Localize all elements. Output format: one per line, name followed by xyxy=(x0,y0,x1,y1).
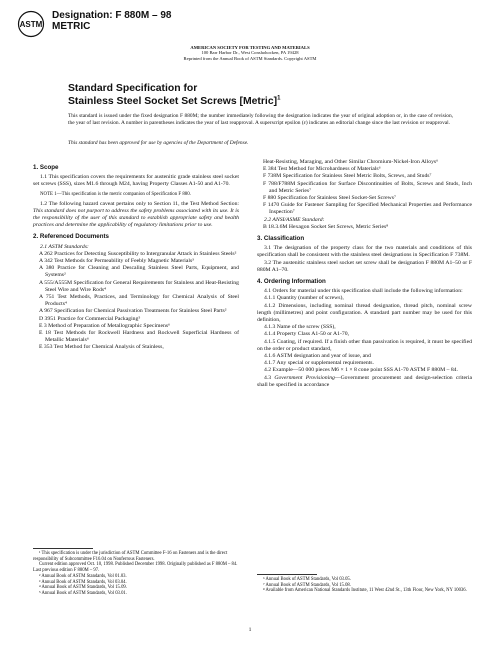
reference-item: A 967 Specification for Chemical Passivation Treatments for Stainless Steel Parts² xyxy=(39,308,227,315)
section-heading: 1. Scope xyxy=(33,164,59,171)
paragraph: 4.1.6 ASTM designation and year of issue, and xyxy=(264,353,371,360)
paragraph: 2.2 ANSI/ASME Standard: xyxy=(264,216,325,223)
org-name: AMERICAN SOCIETY FOR TESTING AND MATERIALS xyxy=(190,45,310,50)
footnote: ⁶ Annual Book of ASTM Standards, Vol 03.05. xyxy=(263,577,351,582)
footnote: ⁷ Annual Book of ASTM Standards, Vol 15.08. xyxy=(263,582,351,588)
paragraph: 4.1.2 Dimensions, including nominal thread designation, thread pitch, nominal screw length (millimetres) and point configuration. A standard part number may be used for this definition, xyxy=(257,302,472,324)
svg-text:ASTM: ASTM xyxy=(19,20,43,29)
section-heading: 2. Referenced Documents xyxy=(33,233,109,241)
paragraph xyxy=(33,201,239,230)
reference-item: A 262 Practices for Detecting Susceptibility to Intergranular Attack in Stainless Steels² xyxy=(39,250,237,257)
dod-approval-notice: This standard has been approved for use by agencies of the Department of Defense. xyxy=(68,140,249,146)
paragraph: 4.1.3 Name of the screw (SSS), xyxy=(264,324,336,331)
reference-item: E 384 Test Method for Microhardness of Materials⁶ xyxy=(263,166,381,173)
paragraph: 4.2 Example—50 000 pieces M6 × 1 × 8 cone point SSS A1-70 ASTM F 880M – 84. xyxy=(264,367,458,374)
reference-item: A 555/A555M Specification for General Requirements for Stainless and Heat-Resisting Steel Wire and Wire Rods⁴ xyxy=(39,279,239,293)
reference-item: E 353 Test Method for Chemical Analysis of Stainless, xyxy=(39,344,164,351)
left-column xyxy=(33,160,239,352)
hazard-caveat: This standard does not purport to address the safety problems associated with its use. It is the responsibility of the user of this standard to establish appropriate safety and health practices and determine the applicability of regulatory limitations prior to use. xyxy=(33,207,239,229)
paragraph: 4.1.1 Quantity (number of screws), xyxy=(264,295,344,302)
publisher-block xyxy=(0,45,500,61)
footnote: ⁵ Annual Book of ASTM Standards, Vol 03.01. xyxy=(39,590,127,596)
footnote: Current edition approved Oct. 10, 1998. Published December 1998. Originally published as F 880M – 84. Last previous edition F 880M – 97. xyxy=(33,562,238,574)
section-heading: 3. Classification xyxy=(257,235,305,243)
reference-item: F 880 Specification for Stainless Steel Socket-Set Screws⁷ xyxy=(263,195,396,202)
footnote: ² Annual Book of ASTM Standards, Vol 01.03. xyxy=(39,573,127,579)
metric-label: METRIC xyxy=(52,21,91,32)
org-address: 100 Barr Harbor Dr., West Conshohocken, PA 19428 xyxy=(201,50,299,56)
paragraph: 4.1.5 Coating, if required. If a finish other than passivation is required, it must be specified on the order or product standard, xyxy=(257,338,472,352)
reference-item: A 342 Test Methods for Permeability of Feebly Magnetic Materials³ xyxy=(39,258,194,265)
reference-item: F 788/F788M Specification for Surface Discontinuities of Bolts, Screws and Studs, Inch and Metric Series⁷ xyxy=(263,180,472,194)
document-title xyxy=(68,83,448,108)
paragraph: 1.1 This specification covers the requirements for austenitic grade stainless steel socket set screws (SSS), sizes M1.6 through M24, having Property Classes A1-50 and A1-70. xyxy=(33,174,239,188)
reference-item: F 1470 Guide for Fastener Sampling for Specified Mechanical Properties and Performance Inspection⁷ xyxy=(263,202,472,216)
reference-item: D 3951 Practice for Commercial Packaging⁵ xyxy=(39,315,141,322)
paragraph: 4.1 Orders for material under this specification shall include the following information: xyxy=(264,288,463,295)
hazard-intro: 1.2 The following hazard caveat pertains only to Section 11, the Test Method Section: xyxy=(40,200,239,207)
paragraph: 3.2 The austenitic stainless steel socket set screw shall be designation F 880M A1–50 or F 880M A1–70. xyxy=(257,259,472,273)
footnotes-right xyxy=(257,577,472,594)
footnotes-left xyxy=(33,551,239,597)
paragraph: 2.1 ASTM Standards: xyxy=(40,243,89,250)
paragraph xyxy=(257,375,472,389)
designation: Designation: F 880M – 98 xyxy=(52,10,172,21)
reference-item: B 18.3.6M Hexagon Socket Set Screws, Metric Series⁸ xyxy=(263,223,389,230)
paragraph: 4.1.4 Property Class A1-50 or A1-70, xyxy=(264,331,349,338)
footnote-rule xyxy=(257,574,317,575)
paragraph: 3.1 The designation of the property class for the two materials and conditions of this specification shall be consistent with the stainless steel designations in Specification F 738M. xyxy=(257,245,472,259)
footnote: ¹ This specification is under the jurisdiction of ASTM Committee F-16 on Fasteners and is the direct responsibility of Subcommittee F16.04 on Nonferrous Fasteners. xyxy=(33,551,228,562)
astm-logo-icon xyxy=(17,10,45,38)
para-title: Government Provisioning xyxy=(274,374,335,381)
reference-item: E 18 Test Methods for Rockwell Hardness and Rockwell Superficial Hardness of Metallic Materials⁶ xyxy=(39,330,239,344)
footnote: ⁸ Available from American National Standards Institute, 11 West 42nd St., 13th Floor, New York, NY 10036. xyxy=(263,588,467,594)
section-heading: 4. Ordering Information xyxy=(257,278,326,286)
note: NOTE 1—This specification is the metric companion of Specification F 880. xyxy=(40,191,191,197)
para-num: 4.3 xyxy=(264,374,275,381)
reference-item: A 380 Practice for Cleaning and Descaling Stainless Steel Parts, Equipment, and Systems² xyxy=(39,265,239,279)
reference-item: A 751 Test Methods, Practices, and Terminology for Chemical Analysis of Steel Products⁴ xyxy=(39,294,239,308)
title-line-1: Standard Specification for xyxy=(68,83,198,94)
para-text: —Government procurement and design-selection criteria shall be specified in accordance xyxy=(257,374,472,388)
title-footnote-mark: 1 xyxy=(277,95,281,102)
right-column xyxy=(257,159,472,389)
page-number: 1 xyxy=(248,627,252,633)
reprint-note: Reprinted from the Annual Book of ASTM Standards. Copyright ASTM xyxy=(183,55,317,61)
footnote: ⁴ Annual Book of ASTM Standards, Vol 15.09. xyxy=(39,585,127,591)
footnote: ³ Annual Book of ASTM Standards, Vol 03.04. xyxy=(39,579,127,585)
designation-block xyxy=(52,10,171,32)
issuance-notice: This standard is issued under the fixed designation F 880M; the number immediately following the designation indicates the year of original adoption or, in the case of revision, the year of last revision. A number in parentheses indicates the year of last reapproval. A superscript epsilon (ε) indicates an editorial change since the last revision or reapproval. xyxy=(68,113,453,126)
footnote-rule xyxy=(33,548,93,549)
reference-item: E 3 Method of Preparation of Metallographic Specimens⁶ xyxy=(39,322,171,329)
title-line-2: Stainless Steel Socket Set Screws [Metric] xyxy=(68,95,278,107)
paragraph: 4.1.7 Any special or supplemental requirements. xyxy=(264,360,374,367)
reference-item: Heat-Resisting, Maraging, and Other Similar Chromium-Nickel-Iron Alloys⁶ xyxy=(263,159,439,165)
reference-item: F 738M Specification for Stainless Steel Metric Bolts, Screws, and Studs⁷ xyxy=(263,173,432,180)
